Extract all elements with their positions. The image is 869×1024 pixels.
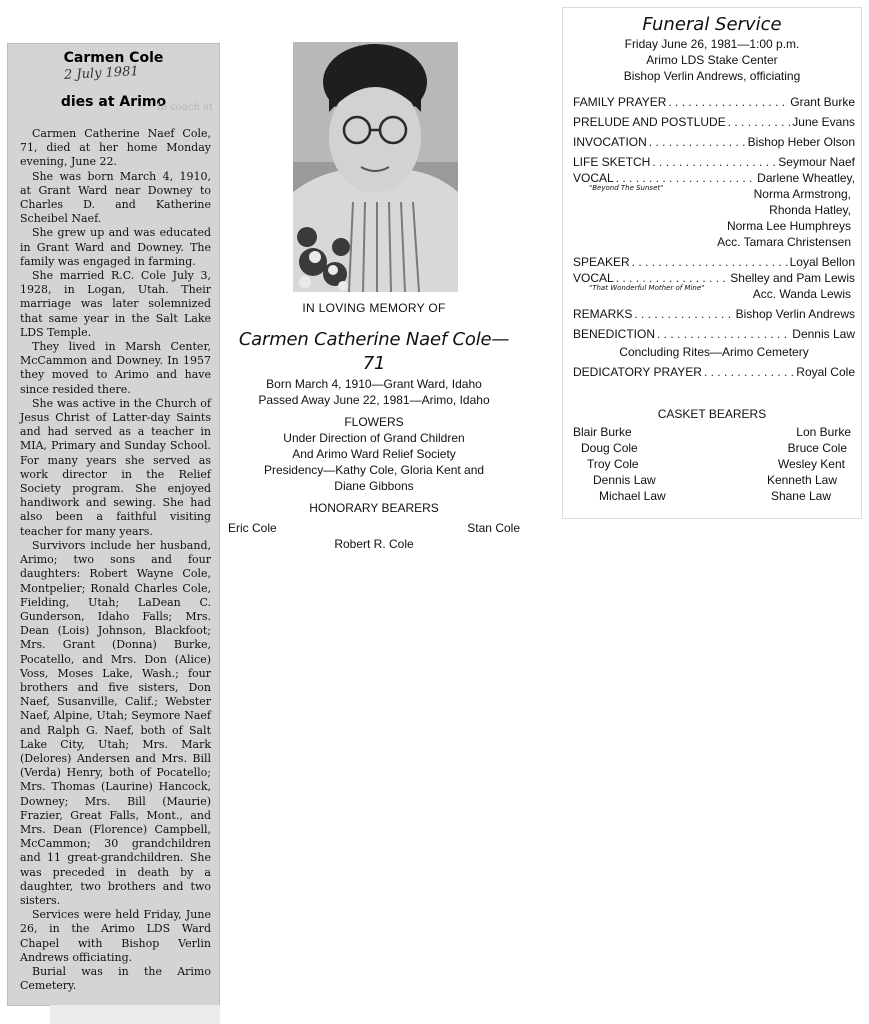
program-item-value: Grant Burke [790, 95, 855, 109]
program-item-extra: Norma Lee Humphreys [726, 219, 851, 233]
casket-bearer: Doug Cole [581, 441, 638, 455]
casket-bearer: Shane Law [770, 489, 831, 503]
obituary-headline-subtitle: dies at Arimo [60, 94, 167, 110]
obituary-paragraph: They lived in Marsh Center, McCammon and Downey. In 1957 they moved to Arimo and have since resided there. [20, 340, 211, 396]
casket-bearer: Michael Law [599, 489, 666, 503]
funeral-program [563, 8, 861, 518]
obituary-clipping [8, 44, 219, 1005]
program-item-value: Bishop Verlin Andrews [735, 307, 855, 321]
service-date-time: Friday June 26, 1981—1:00 p.m. [624, 37, 800, 51]
program-item-label: FAMILY PRAYER [573, 95, 667, 109]
program-item-value: June Evans [792, 115, 855, 129]
song-title: "Beyond The Sunset" [589, 184, 664, 192]
portrait-photo [293, 42, 458, 292]
dot-leader [668, 94, 788, 110]
program-item [573, 114, 855, 130]
program-item-value: Dennis Law [792, 327, 855, 341]
bleed-through-text: to coach at [156, 102, 213, 113]
program-item-label: INVOCATION [573, 135, 647, 149]
clipping-edge [50, 1005, 220, 1024]
program-item [573, 270, 855, 292]
program-item [573, 364, 855, 380]
obituary-paragraph: She was active in the Church of Jesus Christ of Latter-day Saints and had served as a teacher in MIA, Primary and Sunday School. For many years she served as work director in the Relief Society program. She enjoyed handiwork and sewing. She had also been a faithful visiting teacher for many years. [20, 396, 211, 538]
program-item [573, 170, 855, 192]
obituary-paragraph: She grew up and was educated in Grant Ward and Downey. The family was engaged in farming. [20, 226, 211, 268]
casket-bearers-right [767, 424, 851, 504]
casket-bearer: Wesley Kent [777, 457, 845, 471]
program-title: Funeral Service [642, 14, 782, 35]
honorary-bearer: Stan Cole [467, 521, 520, 535]
obituary-body [20, 127, 211, 993]
program-item-label: LIFE SKETCH [573, 155, 651, 169]
dot-leader [649, 134, 746, 150]
dot-leader [728, 114, 791, 130]
service-location: Arimo LDS Stake Center [646, 53, 778, 67]
birth-info: Born March 4, 1910—Grant Ward, Idaho [266, 377, 482, 391]
program-item-value: Loyal Bellon [789, 255, 855, 269]
program-item-label: BENEDICTION [573, 327, 656, 341]
flowers-line: Under Direction of Grand Children [283, 431, 465, 445]
program-item [573, 94, 855, 110]
dot-leader [657, 326, 790, 342]
dot-leader [704, 364, 794, 380]
obituary-paragraph: Services were held Friday, June 26, in the Arimo LDS Ward Chapel with Bishop Verlin Andrews officiating. [20, 908, 211, 964]
program-item [573, 306, 855, 322]
service-officiant: Bishop Verlin Andrews, officiating [623, 69, 801, 83]
program-item-value: Royal Cole [796, 365, 855, 379]
honorary-bearers-row [228, 520, 520, 536]
casket-bearer: Kenneth Law [766, 473, 837, 487]
casket-bearers-heading: CASKET BEARERS [657, 407, 767, 421]
honorary-bearers-heading: HONORARY BEARERS [309, 501, 439, 515]
concluding-rites: Concluding Rites—Arimo Cemetery [619, 345, 809, 359]
program-item [573, 154, 855, 170]
memorial-heading: IN LOVING MEMORY OF [302, 301, 446, 315]
program-item-value: Darlene Wheatley, [757, 171, 855, 185]
program-item-extra: Rhonda Hatley, [769, 203, 851, 217]
program-item [573, 134, 855, 150]
handwritten-date: 2 July 1981 [63, 64, 140, 83]
dot-leader [652, 154, 776, 170]
song-title: "That Wonderful Mother of Mine" [589, 284, 705, 292]
casket-bearers-left [573, 424, 666, 504]
program-item-extra: Acc. Wanda Lewis [752, 287, 851, 301]
order-of-service [563, 94, 861, 380]
program-item [573, 254, 855, 270]
casket-bearers-list [563, 424, 861, 504]
flowers-heading: FLOWERS [344, 415, 404, 429]
program-item-extra: Acc. Tamara Christensen [717, 235, 851, 249]
obituary-paragraph: Burial was in the Arimo Cemetery. [20, 964, 211, 993]
honorary-bearer: Robert R. Cole [334, 537, 414, 551]
casket-bearer: Troy Cole [587, 457, 639, 471]
portrait-illustration [293, 42, 458, 292]
casket-bearer: Blair Burke [573, 425, 632, 439]
obituary-paragraph: Survivors include her husband, Arimo; two sons and four daughters: Robert Wayne Cole, Montpelier; Ronald Charles Cole, Fielding, Utah; LaDean C. Gunderson, Idaho Falls; Mrs. Dean (Lois) Johnson, Blackfoot; Mrs. Grant (Donna) Burke, Pocatello, and Mrs. Don (Alice) Voss, Moses Lake, Wash.; four brothers and five sisters, Don Naef, Susanville, Calif.; Webster Naef, Alpine, Utah; Seymore Naef and Ralph G. Naef, both of Salt Lake City, Utah; Mrs. Mark (Delores) Andersen and Mrs. Bill (Verda) Henry, both of Pocatello; Mrs. Thomas (Laurine) Hancock, Downey; Mrs. Bill (Maurie) Frazier, Great Falls, Mont., and Mrs. Dean (Florence) Campbell, McCammon; 30 grandchildren and 11 great-grandchildren. She was preceded in death by a daughter, two brothers and two sisters. [20, 538, 211, 907]
program-item-label: SPEAKER [573, 255, 630, 269]
obituary-headline-name: Carmen Cole [63, 50, 164, 66]
program-item-value: Seymour Naef [778, 155, 855, 169]
program-item-label: DEDICATORY PRAYER [573, 365, 702, 379]
program-item-label: REMARKS [573, 307, 633, 321]
casket-bearer: Lon Burke [796, 425, 851, 439]
death-info: Passed Away June 22, 1981—Arimo, Idaho [258, 393, 490, 407]
casket-bearer: Bruce Cole [787, 441, 847, 455]
flowers-line: Presidency—Kathy Cole, Gloria Kent and [263, 463, 485, 477]
memorial-card [228, 300, 520, 552]
honorary-bearer: Eric Cole [228, 521, 277, 535]
flowers-line: And Arimo Ward Relief Society [292, 447, 456, 461]
obituary-paragraph: She married R.C. Cole July 3, 1928, in Logan, Utah. Their marriage was later solemnized that same year in the Salt Lake LDS Temple. [20, 269, 211, 339]
dot-leader [632, 254, 788, 270]
program-item-extra: Norma Armstrong, [753, 187, 851, 201]
obituary-paragraph: She was born March 4, 1910, at Grant Ward near Downey to Charles D. and Katherine Scheibel Naef. [20, 169, 211, 226]
deceased-name: Carmen Catherine Naef Cole—71 [238, 329, 510, 374]
flowers-line: Diane Gibbons [334, 479, 414, 493]
program-item-value: Shelley and Pam Lewis [730, 271, 855, 285]
obituary-paragraph: Carmen Catherine Naef Cole, 71, died at her home Monday evening, June 22. [20, 127, 211, 169]
program-item-value: Bishop Heber Olson [747, 135, 855, 149]
casket-bearer: Dennis Law [593, 473, 656, 487]
program-item [573, 326, 855, 342]
program-item-label: VOCAL [573, 171, 614, 185]
program-item-label: PRELUDE AND POSTLUDE [573, 115, 726, 129]
dot-leader [634, 306, 733, 322]
program-item-label: VOCAL [573, 271, 614, 285]
